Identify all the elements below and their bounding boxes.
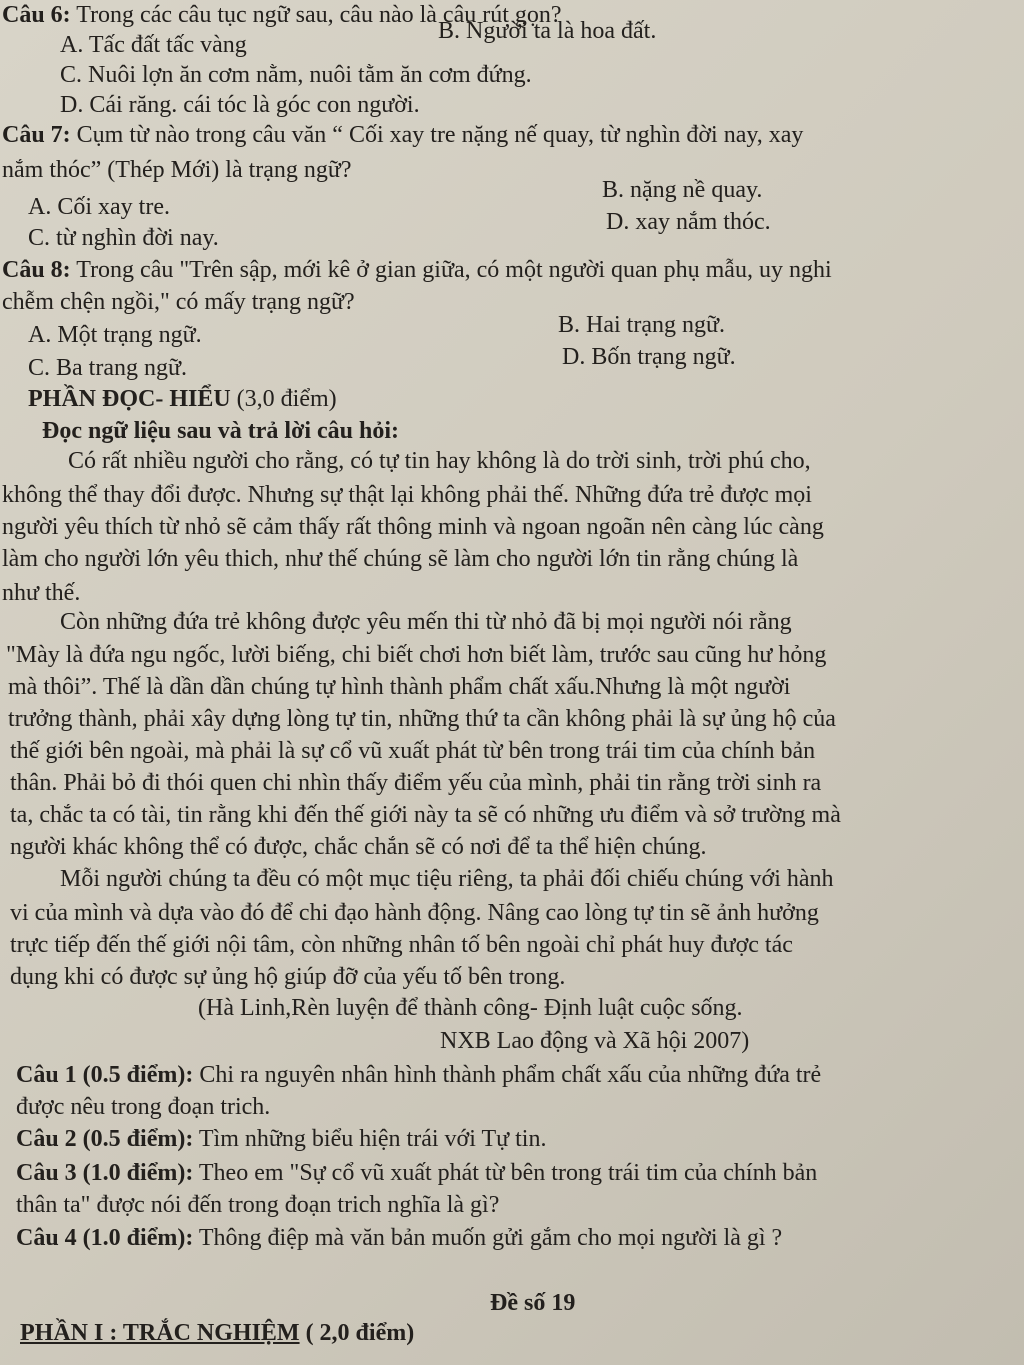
passage-p2-line: Còn những đứa trẻ không được yêu mến thi từ nhỏ đã bị mọi người nói rằng	[60, 609, 792, 635]
q7-option-b: B. nặng nề quay.	[602, 177, 763, 203]
passage-p3-line: trực tiếp đến thế giới nội tâm, còn những nhân tố bên ngoài chỉ phát huy được tác	[10, 932, 793, 958]
part-one-heading	[20, 1318, 414, 1348]
reading-question-1	[16, 1060, 821, 1090]
part-one-score: ( 2,0 điểm)	[299, 1320, 415, 1346]
question-3-label: Câu 3 (1.0 điểm):	[16, 1160, 194, 1186]
q7-label: Câu 7:	[2, 122, 71, 148]
passage-p2-line: thế giới bên ngoài, mà phải là sự cổ vũ xuất phát từ bên trong trái tim của chính bản	[10, 738, 816, 764]
q8-option-d: D. Bốn trạng ngữ.	[562, 344, 736, 370]
question-2-label: Câu 2 (0.5 điểm):	[16, 1126, 194, 1152]
reading-question-2	[16, 1124, 546, 1154]
reading-question-3-line2: thân ta" được nói đến trong đoạn trich nghĩa là gì?	[16, 1192, 500, 1218]
question-4-text: Thông điệp mà văn bản muốn gửi gắm cho mọi người là gì ?	[193, 1225, 783, 1251]
q6-text: Trong các câu tục ngữ sau, câu nào là câu rút gọn?	[76, 2, 562, 28]
q7-text: Cụm từ nào trong câu văn “ Cối xay tre nặng nế quay, từ nghìn đời nay, xay	[76, 122, 804, 148]
reading-heading	[28, 384, 337, 414]
passage-p2-line: "Mày là đứa ngu ngốc, lười biếng, chi biết chơi hơn biết làm, trước sau cũng hư hỏng	[6, 642, 827, 668]
q8-label: Câu 8:	[2, 257, 71, 283]
q7-option-a: A. Cối xay tre.	[28, 194, 170, 220]
reading-heading-score: (3,0 điểm)	[230, 386, 337, 412]
passage-p2-line: thân. Phải bỏ đi thói quen chi nhìn thấy điểm yếu của mình, phải tin rằng trời sinh ra	[10, 770, 822, 796]
passage-p1-line: làm cho người lớn yêu thich, như thế chúng sẽ làm cho người lớn tin rằng chúng là	[2, 546, 799, 572]
passage-p1-line: như thế.	[2, 580, 81, 606]
q8-text: Trong câu "Trên sập, mới kê ở gian giữa, có một người quan phụ mẫu, uy nghi	[76, 257, 832, 283]
reading-instruction: Đọc ngữ liệu sau và trả lời câu hỏi:	[42, 418, 400, 444]
q6-option-c: C. Nuôi lợn ăn cơm nằm, nuôi tằm ăn cơm đứng.	[60, 62, 532, 88]
question-1-text: Chi ra nguyên nhân hình thành phẩm chất xấu của những đứa trẻ	[193, 1062, 822, 1088]
q7-stem-line2: nắm thóc” (Thép Mới) là trạng ngữ?	[2, 157, 352, 183]
question-4-label: Câu 4 (1.0 điểm):	[16, 1225, 194, 1251]
passage-p2-line: người khác không thể có được, chắc chắn sẽ có nơi để ta thể hiện chúng.	[10, 834, 707, 860]
q8-option-b: B. Hai trạng ngữ.	[558, 312, 725, 338]
reading-question-3	[16, 1158, 817, 1188]
passage-p2-line: ta, chắc ta có tài, tin rằng khi đến thế giới này ta sẽ có những ưu điểm và sở trường mà	[10, 802, 841, 828]
q8-stem-line2: chễm chện ngồi," có mấy trạng ngữ?	[2, 289, 355, 315]
q7-option-c: C. từ nghìn đời nay.	[28, 225, 219, 251]
passage-p3-line: Mỗi người chúng ta đều có một mục tiệu riêng, ta phải đối chiếu chúng với hành	[60, 866, 834, 892]
passage-p1-line: người yêu thích từ nhỏ sẽ cảm thấy rất thông minh và ngoan ngoãn nên càng lúc càng	[2, 514, 824, 540]
question-2-text: Tìm những biểu hiện trái với Tự tin.	[193, 1126, 547, 1152]
reading-question-4	[16, 1223, 782, 1253]
passage-p1-line: không thể thay đổi được. Nhưng sự thật lại không phải thế. Những đứa trẻ được mọi	[2, 482, 812, 508]
q6-option-b: B. Người ta là hoa đất.	[438, 18, 657, 44]
passage-source-line2: NXB Lao động và Xã hội 2007)	[440, 1028, 750, 1054]
passage-p3-line: vi của mình và dựa vào đó để chi đạo hành động. Nâng cao lòng tự tin sẽ ảnh hưởng	[10, 900, 819, 926]
reading-heading-title: PHẦN ĐỌC- HIỂU	[28, 386, 231, 412]
part-one-title: PHẦN I : TRẮC NGHIỆM	[20, 1320, 300, 1346]
question-3-text: Theo em "Sự cổ vũ xuất phát từ bên trong trái tim của chính bản	[193, 1160, 818, 1186]
passage-p3-line: dụng khi có được sự ủng hộ giúp đỡ của yếu tố bên trong.	[10, 964, 566, 990]
q6-label: Câu 6:	[2, 2, 71, 28]
q7-stem	[2, 120, 803, 150]
passage-p2-line: mà thôi”. Thế là dần dần chúng tự hình thành phẩm chất xấu.Nhưng là một người	[8, 674, 791, 700]
q6-option-a: A. Tấc đất tấc vàng	[60, 32, 247, 58]
question-1-label: Câu 1 (0.5 điểm):	[16, 1062, 194, 1088]
reading-question-1-line2: được nêu trong đoạn trich.	[16, 1094, 271, 1120]
passage-source-line1: (Hà Linh,Rèn luyện để thành công- Định luật cuộc sống.	[198, 995, 743, 1021]
passage-p2-line: trưởng thành, phải xây dựng lòng tự tin, những thứ ta cần không phải là sự ủng hộ của	[8, 706, 836, 732]
q8-stem	[2, 255, 832, 285]
q8-option-c: C. Ba trang ngữ.	[28, 355, 187, 381]
exam-number: Đề số 19	[490, 1290, 576, 1316]
passage-p1-line: Có rất nhiều người cho rằng, có tự tin hay không là do trời sinh, trời phú cho,	[68, 448, 811, 474]
q7-option-d: D. xay nắm thóc.	[606, 209, 771, 235]
q6-option-d: D. Cái răng. cái tóc là góc con người.	[60, 92, 420, 118]
q8-option-a: A. Một trạng ngữ.	[28, 322, 202, 348]
